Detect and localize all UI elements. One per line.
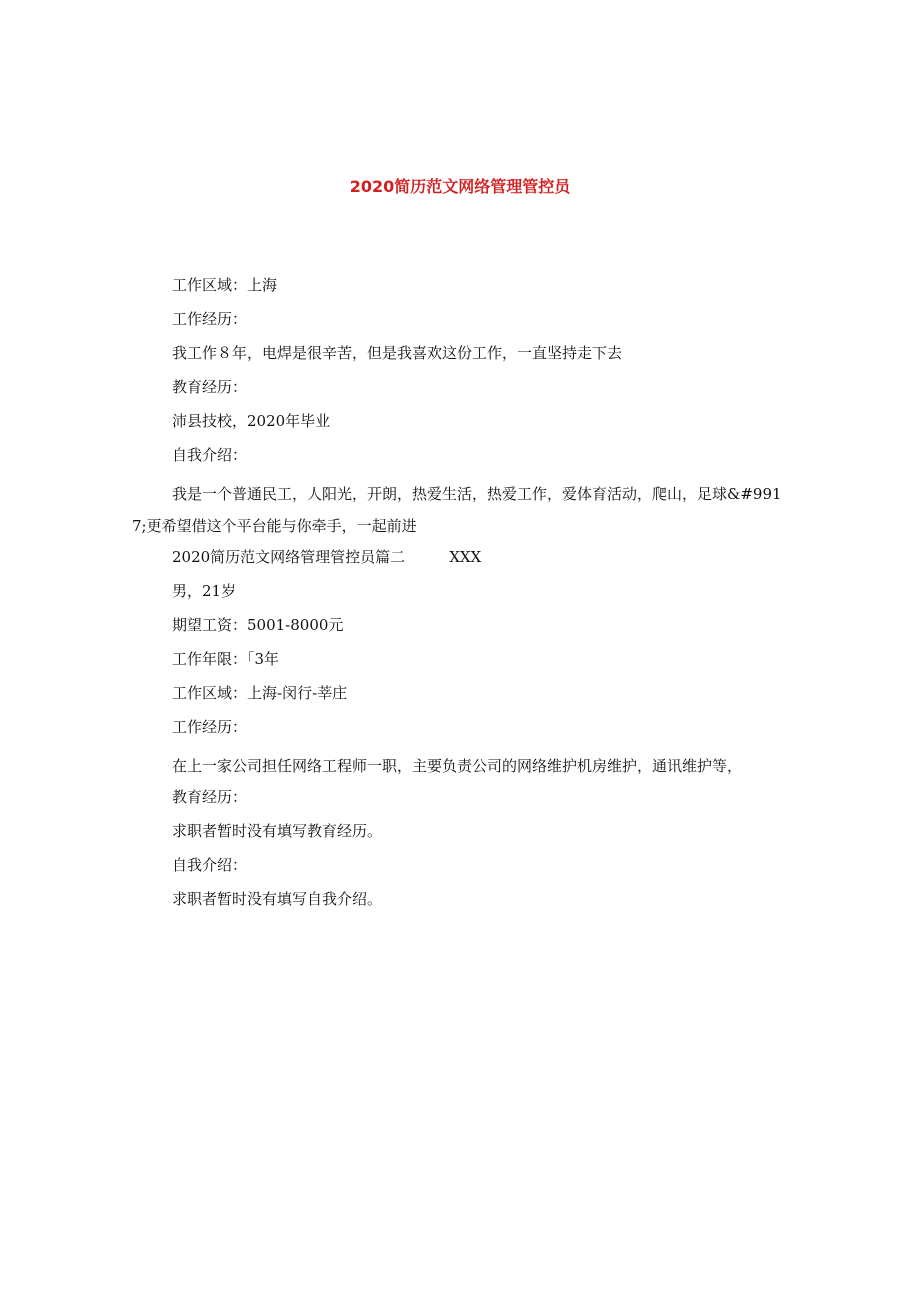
candidate-name: XXX <box>449 548 482 566</box>
work-area-two-line: 工作区域：上海-闵行-莘庄 <box>172 684 348 702</box>
self-intro-text: 我是一个普通民工，人阳光，开朗，热爱生活，热爱工作，爱体育活动，爬山，足球&#9917;更希望借这个平台能与你牵手，一起前进 <box>132 485 782 535</box>
section-two-title: 2020简历范文网络管理管控员篇二 <box>172 548 406 566</box>
work-experience-two-text: 在上一家公司担任网络工程师一职，主要负责公司的网络维护机房维护，通讯维护等， <box>172 757 743 775</box>
work-experience-heading: 工作经历： <box>172 310 248 328</box>
education-two-heading: 教育经历： <box>172 788 248 806</box>
education-two-text: 求职者暂时没有填写教育经历。 <box>172 822 383 840</box>
work-experience-two-heading: 工作经历： <box>172 718 248 736</box>
self-intro-heading: 自我介绍： <box>172 446 248 464</box>
document-body <box>132 274 792 922</box>
section-two-title-line <box>132 546 792 569</box>
work-experience-text: 我工作８年，电焊是很辛苦，但是我喜欢这份工作，一直坚持走下去 <box>172 344 623 362</box>
education-text: 沛县技校，2020年毕业 <box>172 412 331 430</box>
work-area-line: 工作区域：上海 <box>172 276 278 294</box>
work-years-line: 工作年限：「3年 <box>172 650 280 668</box>
education-heading: 教育经历： <box>172 378 248 396</box>
document-title: 2020简历范文网络管理管控员 <box>349 177 571 196</box>
self-intro-two-text: 求职者暂时没有填写自我介绍。 <box>172 890 383 908</box>
self-intro-two-heading: 自我介绍： <box>172 856 248 874</box>
gender-age-line: 男，21岁 <box>172 582 237 600</box>
expected-salary-line: 期望工资：5001-8000元 <box>172 616 344 634</box>
